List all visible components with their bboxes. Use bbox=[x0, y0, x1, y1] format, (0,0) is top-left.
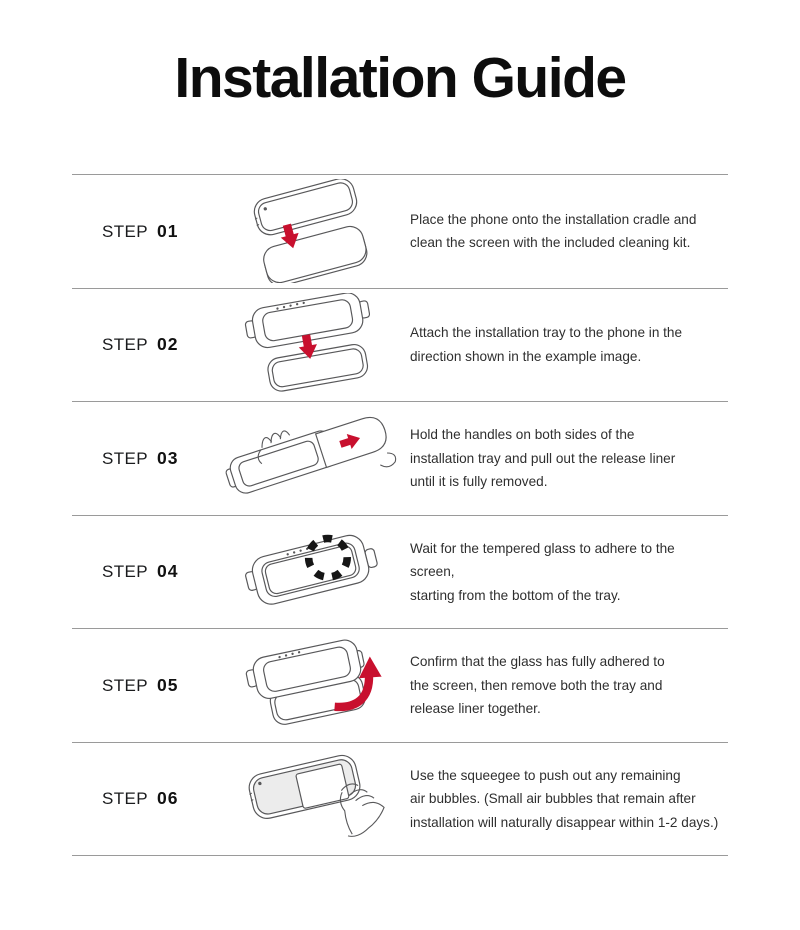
desc-line: Wait for the tempered glass to adhere to the screen, bbox=[410, 540, 675, 579]
step-label bbox=[72, 221, 214, 242]
step-number: 06 bbox=[157, 788, 179, 809]
step-description bbox=[410, 321, 728, 368]
step-description bbox=[410, 423, 728, 494]
phone-onto-cradle-illustration bbox=[224, 179, 400, 283]
desc-line: air bubbles. (Small air bubbles that remain after bbox=[410, 791, 696, 806]
glass-adhering-illustration bbox=[224, 520, 400, 624]
step-label bbox=[72, 788, 214, 809]
desc-line: Confirm that the glass has fully adhered to bbox=[410, 654, 665, 669]
step-number: 01 bbox=[157, 220, 179, 241]
step-01-figure bbox=[214, 179, 410, 283]
tray-onto-phone-illustration bbox=[224, 293, 400, 397]
step-description bbox=[410, 208, 728, 255]
step-number: 02 bbox=[157, 334, 179, 355]
step-word: STEP bbox=[102, 789, 149, 809]
step-label bbox=[72, 448, 214, 469]
step-row-04 bbox=[72, 515, 728, 629]
desc-line: clean the screen with the included cleaning kit. bbox=[410, 235, 691, 251]
step-word: STEP bbox=[102, 448, 149, 468]
desc-line: Use the squeegee to push out any remaining bbox=[410, 767, 681, 783]
desc-line: release liner together. bbox=[410, 701, 541, 716]
step-row-03 bbox=[72, 401, 728, 515]
step-row-01 bbox=[72, 174, 728, 288]
step-label bbox=[72, 334, 214, 355]
step-04-figure bbox=[214, 520, 410, 624]
step-row-05 bbox=[72, 628, 728, 742]
title-wrap bbox=[0, 0, 800, 174]
step-number: 05 bbox=[157, 674, 179, 695]
desc-line: Place the phone onto the installation cradle and bbox=[410, 211, 697, 227]
phone-outline bbox=[266, 342, 369, 392]
step-word: STEP bbox=[102, 221, 149, 241]
remove-tray-and-liner-illustration bbox=[224, 633, 400, 737]
step-06-figure bbox=[214, 747, 410, 851]
step-number: 03 bbox=[157, 447, 179, 468]
step-word: STEP bbox=[102, 335, 149, 355]
step-03-figure bbox=[214, 406, 410, 510]
hand-outline-2 bbox=[377, 451, 397, 469]
step-05-figure bbox=[214, 633, 410, 737]
step-description bbox=[410, 650, 728, 721]
step-row-06 bbox=[72, 742, 728, 856]
step-word: STEP bbox=[102, 675, 149, 695]
desc-line: until it is fully removed. bbox=[410, 474, 548, 489]
step-label bbox=[72, 675, 214, 696]
desc-line: Hold the handles on both sides of the bbox=[410, 427, 635, 442]
step-description bbox=[410, 537, 728, 608]
step-number: 04 bbox=[157, 561, 179, 582]
desc-line: installation tray and pull out the release liner bbox=[410, 450, 676, 466]
step-02-figure bbox=[214, 293, 410, 397]
desc-line: installation will naturally disappear within 1-2 days.) bbox=[410, 814, 719, 830]
page-title: Installation Guide bbox=[174, 46, 626, 110]
step-word: STEP bbox=[102, 562, 149, 582]
steps-table bbox=[72, 174, 728, 856]
squeegee-air-bubbles-illustration bbox=[224, 747, 400, 851]
desc-line: Attach the installation tray to the phone in the bbox=[410, 325, 683, 341]
desc-line: the screen, then remove both the tray and bbox=[410, 677, 663, 693]
desc-line: direction shown in the example image. bbox=[410, 348, 642, 364]
step-row-02 bbox=[72, 288, 728, 402]
step-description bbox=[410, 764, 728, 835]
step-label bbox=[72, 561, 214, 582]
desc-line: starting from the bottom of the tray. bbox=[410, 587, 621, 603]
pull-release-liner-illustration bbox=[224, 406, 400, 510]
